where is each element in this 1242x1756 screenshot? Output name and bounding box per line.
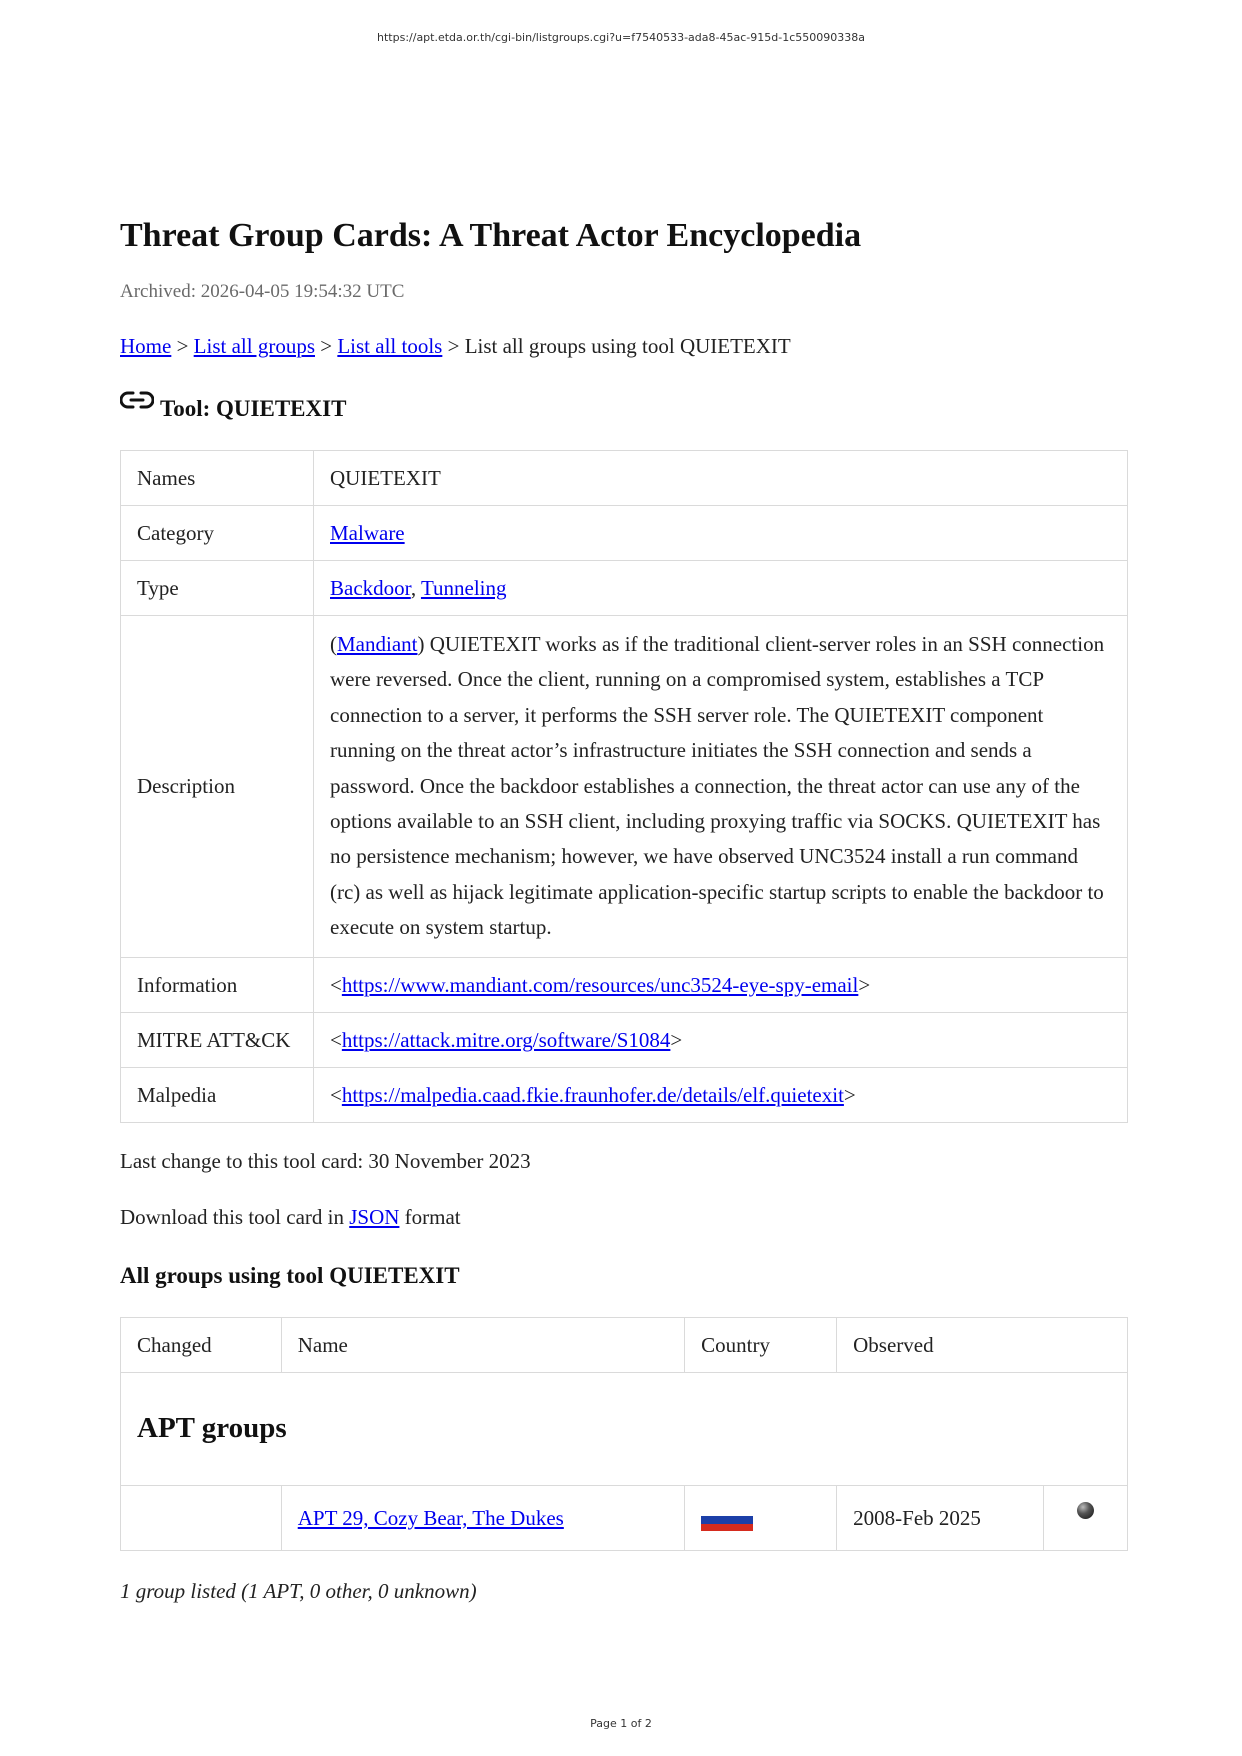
- malpedia-cell: <https://malpedia.caad.fkie.fraunhofer.de/details/elf.quietexit>: [314, 1067, 1128, 1122]
- tool-type-row: [121, 561, 1128, 616]
- breadcrumb-separator: >: [176, 334, 189, 358]
- tool-mitre-row: [121, 1012, 1128, 1067]
- status-dot-icon: [1077, 1502, 1094, 1519]
- description-label: Description: [121, 616, 314, 958]
- page-number: Page 1 of 2: [590, 1717, 652, 1730]
- column-header-changed: Changed: [121, 1317, 282, 1372]
- type-separator: ,: [410, 576, 421, 600]
- description-open-paren: (: [330, 632, 337, 656]
- breadcrumb-list-groups-link[interactable]: List all groups: [193, 334, 315, 358]
- download-json-link[interactable]: JSON: [349, 1204, 400, 1229]
- apt-groups-section-row: [121, 1372, 1128, 1485]
- groups-header-row: [121, 1317, 1128, 1372]
- tool-heading-text: Tool: QUIETEXIT: [160, 396, 347, 421]
- apt-groups-section-cell: [121, 1372, 1128, 1485]
- download-line: [120, 1203, 1128, 1231]
- tool-information-row: [121, 957, 1128, 1012]
- archived-timestamp: Archived: 2026-04-05 19:54:32 UTC: [120, 281, 405, 302]
- main-content: [120, 212, 1128, 1605]
- download-suffix: format: [399, 1204, 461, 1229]
- category-malware-link[interactable]: Malware: [330, 521, 405, 545]
- flag-stripe-white: [701, 1509, 753, 1516]
- groups-table: [120, 1317, 1128, 1551]
- breadcrumb-current: List all groups using tool QUIETEXIT: [464, 334, 791, 358]
- description-source-link[interactable]: Mandiant: [337, 632, 418, 656]
- breadcrumb-separator: >: [447, 334, 460, 358]
- type-backdoor-link[interactable]: Backdoor: [330, 576, 411, 600]
- group-name-link[interactable]: APT 29, Cozy Bear, The Dukes: [297, 1505, 564, 1530]
- type-label: Type: [121, 561, 314, 616]
- group-changed-cell: [121, 1485, 282, 1550]
- breadcrumb-list-tools-link[interactable]: List all tools: [337, 334, 443, 358]
- information-label: Information: [121, 957, 314, 1012]
- category-label: Category: [121, 506, 314, 561]
- russia-flag-icon: [701, 1509, 753, 1531]
- table-row: [121, 1485, 1128, 1550]
- link-icon: [120, 390, 154, 410]
- column-header-name: Name: [281, 1317, 684, 1372]
- flag-stripe-red: [701, 1524, 753, 1531]
- download-prefix: Download this tool card in: [120, 1204, 350, 1229]
- print-header-url: https://apt.etda.or.th/cgi-bin/listgroups.cgi?u=f7540533-ada8-45ac-915d-1c550090338a: [377, 31, 865, 44]
- description-cell: [314, 616, 1128, 958]
- groups-heading: All groups using tool QUIETEXIT: [120, 1262, 460, 1288]
- tool-malpedia-row: [121, 1067, 1128, 1122]
- names-label: Names: [121, 451, 314, 506]
- description-text: ) QUIETEXIT works as if the traditional client-server roles in an SSH connection were reversed. Once the client, running on a compromised system, establishes a TCP connection to a server, it performs the SSH server role. The QUIETEXIT component running on the threat actor’s infrastructure initiates the SSH connection and sends a password. Once the backdoor establishes a connection, the threat actor can use any of the options available to an SSH client, including proxying traffic via SOCKS. QUIETEXIT has no persistence mechanism; however, we have observed UNC3524 install a run command (rc) as well as hijack legitimate application-specific startup scripts to enable the backdoor to execute on system startup.: [330, 632, 1105, 940]
- breadcrumb-home-link[interactable]: Home: [120, 334, 172, 358]
- mitre-cell: <https://attack.mitre.org/software/S1084>: [314, 1012, 1128, 1067]
- page-title: Threat Group Cards: A Threat Actor Encyclopedia: [120, 217, 862, 254]
- column-header-country: Country: [685, 1317, 837, 1372]
- type-tunneling-link[interactable]: Tunneling: [420, 576, 507, 600]
- information-cell: <https://www.mandiant.com/resources/unc3524-eye-spy-email>: [314, 957, 1128, 1012]
- tool-info-table: [120, 450, 1128, 1123]
- mitre-label: MITRE ATT&CK: [121, 1012, 314, 1067]
- group-observed-cell: 2008-Feb 2025: [837, 1485, 1044, 1550]
- tool-description-row: [121, 616, 1128, 958]
- malpedia-link[interactable]: https://malpedia.caad.fkie.fraunhofer.de/details/elf.quietexit: [341, 1082, 844, 1107]
- mitre-link[interactable]: https://attack.mitre.org/software/S1084: [341, 1027, 671, 1052]
- breadcrumb: [120, 332, 1128, 360]
- malpedia-label: Malpedia: [121, 1067, 314, 1122]
- tool-names-row: [121, 451, 1128, 506]
- group-country-cell: [685, 1485, 837, 1550]
- flag-stripe-blue: [701, 1516, 753, 1523]
- breadcrumb-separator: >: [320, 334, 333, 358]
- last-change-text: Last change to this tool card: 30 November 2023: [120, 1148, 531, 1173]
- category-cell: [314, 506, 1128, 561]
- group-name-cell: [281, 1485, 684, 1550]
- tool-heading: [120, 390, 1128, 424]
- groups-summary: 1 group listed (1 APT, 0 other, 0 unknown): [120, 1578, 477, 1603]
- names-value: QUIETEXIT: [314, 451, 1128, 506]
- apt-groups-label: APT groups: [137, 1411, 287, 1444]
- type-cell: [314, 561, 1128, 616]
- group-status-cell: [1043, 1485, 1127, 1550]
- tool-category-row: [121, 506, 1128, 561]
- column-header-observed: Observed: [837, 1317, 1128, 1372]
- information-link[interactable]: https://www.mandiant.com/resources/unc3524-eye-spy-email: [341, 972, 859, 997]
